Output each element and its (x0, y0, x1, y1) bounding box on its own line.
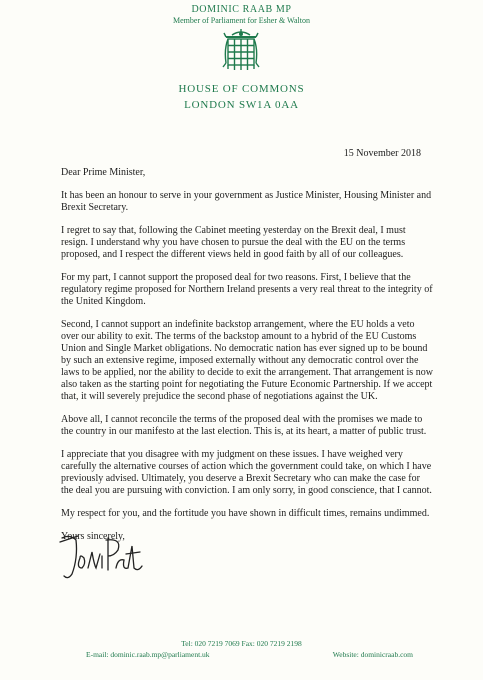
house-header (0, 82, 483, 112)
house-name: HOUSE OF COMMONS (178, 83, 305, 95)
portcullis-icon (222, 27, 260, 75)
house-address: LONDON SW1A 0AA (184, 99, 299, 111)
paragraph-2: I regret to say that, following the Cabinet meeting yesterday on the Brexit deal, I must resign. I understand why you have chosen to pursue the deal with the EU on the terms proposed, and I respect the different views held in good faith by all of our colleagues. (61, 225, 406, 260)
closing: Yours sincerely, (61, 531, 125, 542)
handwritten-signature (56, 528, 146, 588)
footer-website: Website: dominicraab.com (332, 650, 413, 659)
paragraph-4: Second, I cannot support an indefinite backstop arrangement, where the EU holds a veto over our ability to exit. The terms of the backstop amount to a hybrid of the EU Customs Union and Single Market obligations. No democratic nation has ever signed up to be bound by such an extensive regime, imposed externally without any democratic control over the laws to be applied, nor the ability to decide to exit the arrangement. That arrangement is now also taken as the starting point for negotiating the Future Economic Partnership. If we accept that, it will severely prejudice the second phase of negotiations against the UK. (61, 319, 433, 402)
salutation: Dear Prime Minister, (61, 167, 146, 178)
paragraph-6: I appreciate that you disagree with my judgment on these issues. I have weighed very carefully the alternative courses of action which the government could take, on which I have previously advised. Ultimately, you deserve a Brexit Secretary who can make the case for the deal you are pursuing with conviction. I am only sorry, in good conscience, that I cannot. (61, 449, 432, 496)
letter-footer (0, 638, 483, 660)
footer-email: E-mail: dominic.raab.mp@parliament.uk (86, 650, 210, 659)
letter-body (61, 167, 433, 554)
letter-date: 15 November 2018 (343, 148, 421, 159)
paragraph-5: Above all, I cannot reconcile the terms of the proposed deal with the promises we made to the country in our manifesto at the last election. This is, at its heart, a matter of public trust. (61, 414, 427, 437)
letterhead (0, 4, 483, 26)
paragraph-3: For my part, I cannot support the proposed deal for two reasons. First, I believe that the regulatory regime proposed for Northern Ireland presents a very real threat to the integrity of the United Kingdom. (61, 272, 433, 307)
mp-role: Member of Parliament for Esher & Walton (173, 16, 310, 25)
footer-phone-fax: Tel: 020 7219 7069 Fax: 020 7219 2198 (181, 639, 302, 648)
paragraph-7: My respect for you, and the fortitude you have shown in difficult times, remains undimmed. (61, 508, 430, 519)
paragraph-1: It has been an honour to serve in your government as Justice Minister, Housing Minister and Brexit Secretary. (61, 190, 432, 213)
mp-name: DOMINIC RAAB MP (191, 4, 292, 15)
